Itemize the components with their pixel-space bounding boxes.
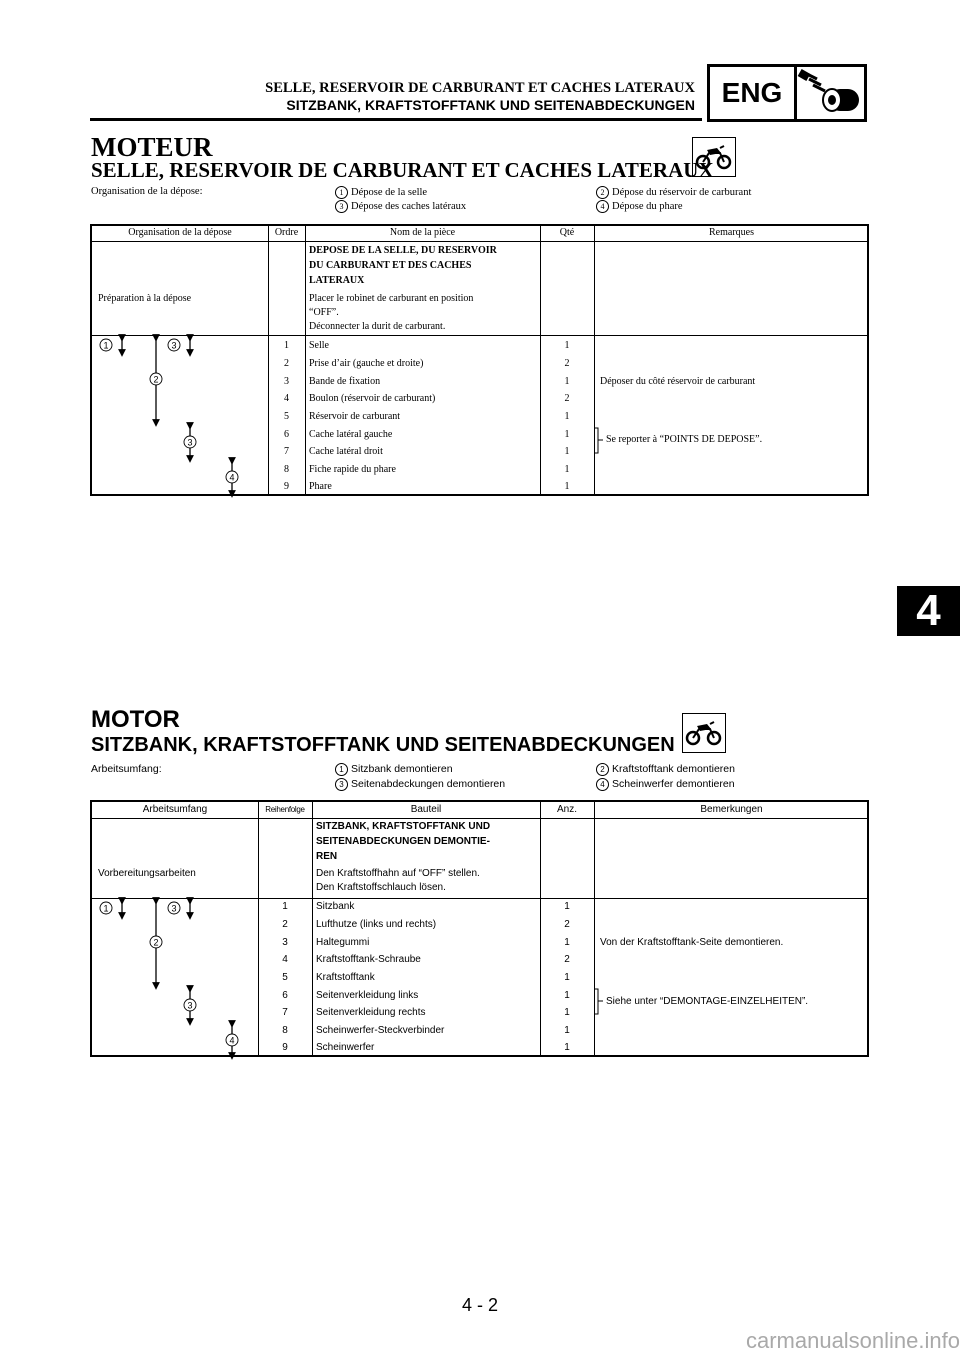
col-header: Organisation de la dépose — [128, 227, 232, 238]
prep-heading: SEITENABDECKUNGEN DEMONTIE- — [316, 836, 490, 847]
remark-2: Se reporter à “POINTS DE DEPOSE”. — [606, 434, 763, 445]
prep-heading: LATERAUX — [309, 275, 365, 286]
col-header: Remarques — [709, 227, 754, 238]
org-item-de-1 — [335, 763, 453, 776]
org-item-text: Dépose de la selle — [351, 187, 428, 198]
header-title-de: SITZBANK, KRAFTSTOFFTANK UND SEITENABDECKUNGEN — [286, 97, 695, 113]
remark-2: Siehe unter “DEMONTAGE-EINZELHEITEN”. — [606, 996, 809, 1007]
col-header: Arbeitsumfang — [142, 804, 208, 815]
section-subtitle-fr: SELLE, RESERVOIR DE CARBURANT ET CACHES LATERAUX — [91, 158, 714, 182]
section-subtitle-de: SITZBANK, KRAFTSTOFFTANK UND SEITENABDECKUNGEN — [91, 734, 675, 756]
section-title-de: MOTOR — [91, 706, 180, 733]
circle-number: 1 — [335, 186, 348, 199]
eng-label: ENG — [710, 67, 797, 119]
marker-label: 3 — [187, 1000, 193, 1011]
org-item-text: Dépose du réservoir de carburant — [612, 187, 752, 198]
circle-number: 2 — [596, 763, 609, 776]
page-number: 4 - 2 — [461, 1295, 499, 1315]
marker-label: 3 — [187, 437, 193, 448]
circle-number: 4 — [596, 200, 609, 213]
removal-table-fr: Organisation de la dépose Ordre Nom de la pièce Qté Remarques DEPOSE DE LA SELLE, DU RESERVOIR DU CARBURANT ET DES CACHES LATERAUX Préparation à la dépose Placer le robinet de carburant en position “OFF”. Déconnecter la durit de carburant. 1 Selle 1 2 Prise d’air (gauche et droite) 2 3 Bande de fixation 1 4 Boulon (réservoir de carburant) 2 5 Réservoir de carburant 1 6 Cache latéral gauche 1 7 Cache latéral droit 1 8 Fiche rapide du phare 1 9 Phare 1 Déposer du côté réservoir de carburant Se reporter à “POINTS DE DEPOSE”. 1 3 2 3 4 — [90, 224, 869, 496]
watermark: carmanualsonline.info — [745, 1328, 960, 1353]
org-item-fr-1 — [335, 186, 427, 199]
header-title-fr: SELLE, RESERVOIR DE CARBURANT ET CACHES LATERAUX — [265, 80, 695, 96]
prep-label: Préparation à la dépose — [98, 293, 192, 304]
order-arrows — [92, 335, 268, 495]
org-label-fr: Organisation de la dépose: — [91, 186, 203, 197]
col-header: Ordre — [274, 227, 299, 238]
remark-1: Déposer du côté réservoir de carburant — [600, 376, 756, 387]
org-label-de: Arbeitsumfang: — [91, 763, 162, 775]
remark-1: Von der Kraftstofftank-Seite demontieren. — [600, 937, 784, 948]
col-header: Qté — [559, 227, 575, 238]
prep-line: Den Kraftstoffschlauch lösen. — [316, 882, 446, 893]
marker-label: 3 — [171, 340, 177, 351]
chapter-tab: 4 — [897, 586, 960, 636]
org-item-fr-3 — [335, 200, 466, 213]
prep-label: Vorbereitungsarbeiten — [98, 868, 196, 879]
org-item-text: Sitzbank demontieren — [351, 763, 453, 775]
org-item-de-2 — [596, 763, 735, 776]
prep-heading: SITZBANK, KRAFTSTOFFTANK UND — [316, 821, 491, 832]
removal-table-de: Arbeitsumfang Reihenfolge Bauteil Anz. Bemerkungen SITZBANK, KRAFTSTOFFTANK UND SEITENABDECKUNGEN DEMONTIE- REN Vorbereitungsarbeiten Den Kraftstoffhahn auf “OFF” stellen. Den Kraftstoffschlauch lösen. 1 Sitzbank 1 2 Lufthutze (links und rechts) 2 3 Haltegummi 1 4 Kraftstofftank-Schraube 2 5 Kraftstofftank 1 6 Seitenverkleidung links 1 7 Seitenverkleidung rechts 1 8 Scheinwerfer-Steckverbinder 1 9 Scheinwerfer 1 Von der Kraftstofftank-Seite demontieren. Siehe unter “DEMONTAGE-EINZELHEITEN”. 1 3 2 3 4 — [90, 800, 869, 1057]
org-item-fr-2 — [596, 186, 751, 199]
circle-number: 3 — [335, 778, 348, 791]
motorcycle-icon — [682, 713, 726, 753]
org-item-text: Dépose des caches latéraux — [351, 201, 467, 212]
marker-label: 1 — [103, 903, 109, 914]
prep-heading: DEPOSE DE LA SELLE, DU RESERVOIR — [309, 245, 497, 256]
engine-bolt-icon — [797, 69, 863, 117]
circle-number: 2 — [596, 186, 609, 199]
marker-label: 2 — [153, 374, 159, 385]
org-item-text: Kraftstofftank demontieren — [612, 763, 735, 775]
marker-label: 3 — [171, 903, 177, 914]
marker-label: 1 — [103, 340, 109, 351]
marker-label: 4 — [229, 1035, 235, 1046]
prep-heading: DU CARBURANT ET DES CACHES — [309, 260, 472, 271]
prep-line: Déconnecter la durit de carburant. — [309, 321, 446, 332]
col-header: Bemerkungen — [700, 804, 763, 815]
prep-line: Den Kraftstoffhahn auf “OFF” stellen. — [316, 868, 480, 879]
org-item-fr-4 — [596, 200, 683, 213]
col-header: Reihenfolge — [265, 805, 305, 814]
org-item-de-4 — [596, 778, 735, 791]
circle-number: 1 — [335, 763, 348, 776]
org-item-de-3 — [335, 778, 505, 791]
eng-badge — [707, 64, 867, 122]
circle-number: 4 — [596, 778, 609, 791]
org-item-text: Scheinwerfer demontieren — [612, 778, 735, 790]
prep-heading: REN — [316, 851, 338, 862]
order-arrows — [92, 898, 258, 1058]
circle-number: 3 — [335, 200, 348, 213]
col-header: Bauteil — [410, 804, 442, 815]
bracket-mark — [592, 427, 604, 455]
bracket-mark — [592, 988, 604, 1016]
motorcycle-icon — [692, 137, 736, 177]
marker-label: 2 — [153, 937, 159, 948]
col-header: Anz. — [556, 804, 577, 815]
header-rule — [90, 118, 702, 121]
prep-line: “OFF”. — [309, 307, 339, 318]
col-header: Nom de la pièce — [389, 227, 456, 238]
section-title-fr: MOTEUR — [91, 132, 213, 162]
marker-label: 4 — [229, 472, 235, 483]
prep-line: Placer le robinet de carburant en position — [309, 293, 474, 304]
org-item-text: Seitenabdeckungen demontieren — [351, 778, 506, 790]
org-item-text: Dépose du phare — [612, 201, 683, 212]
